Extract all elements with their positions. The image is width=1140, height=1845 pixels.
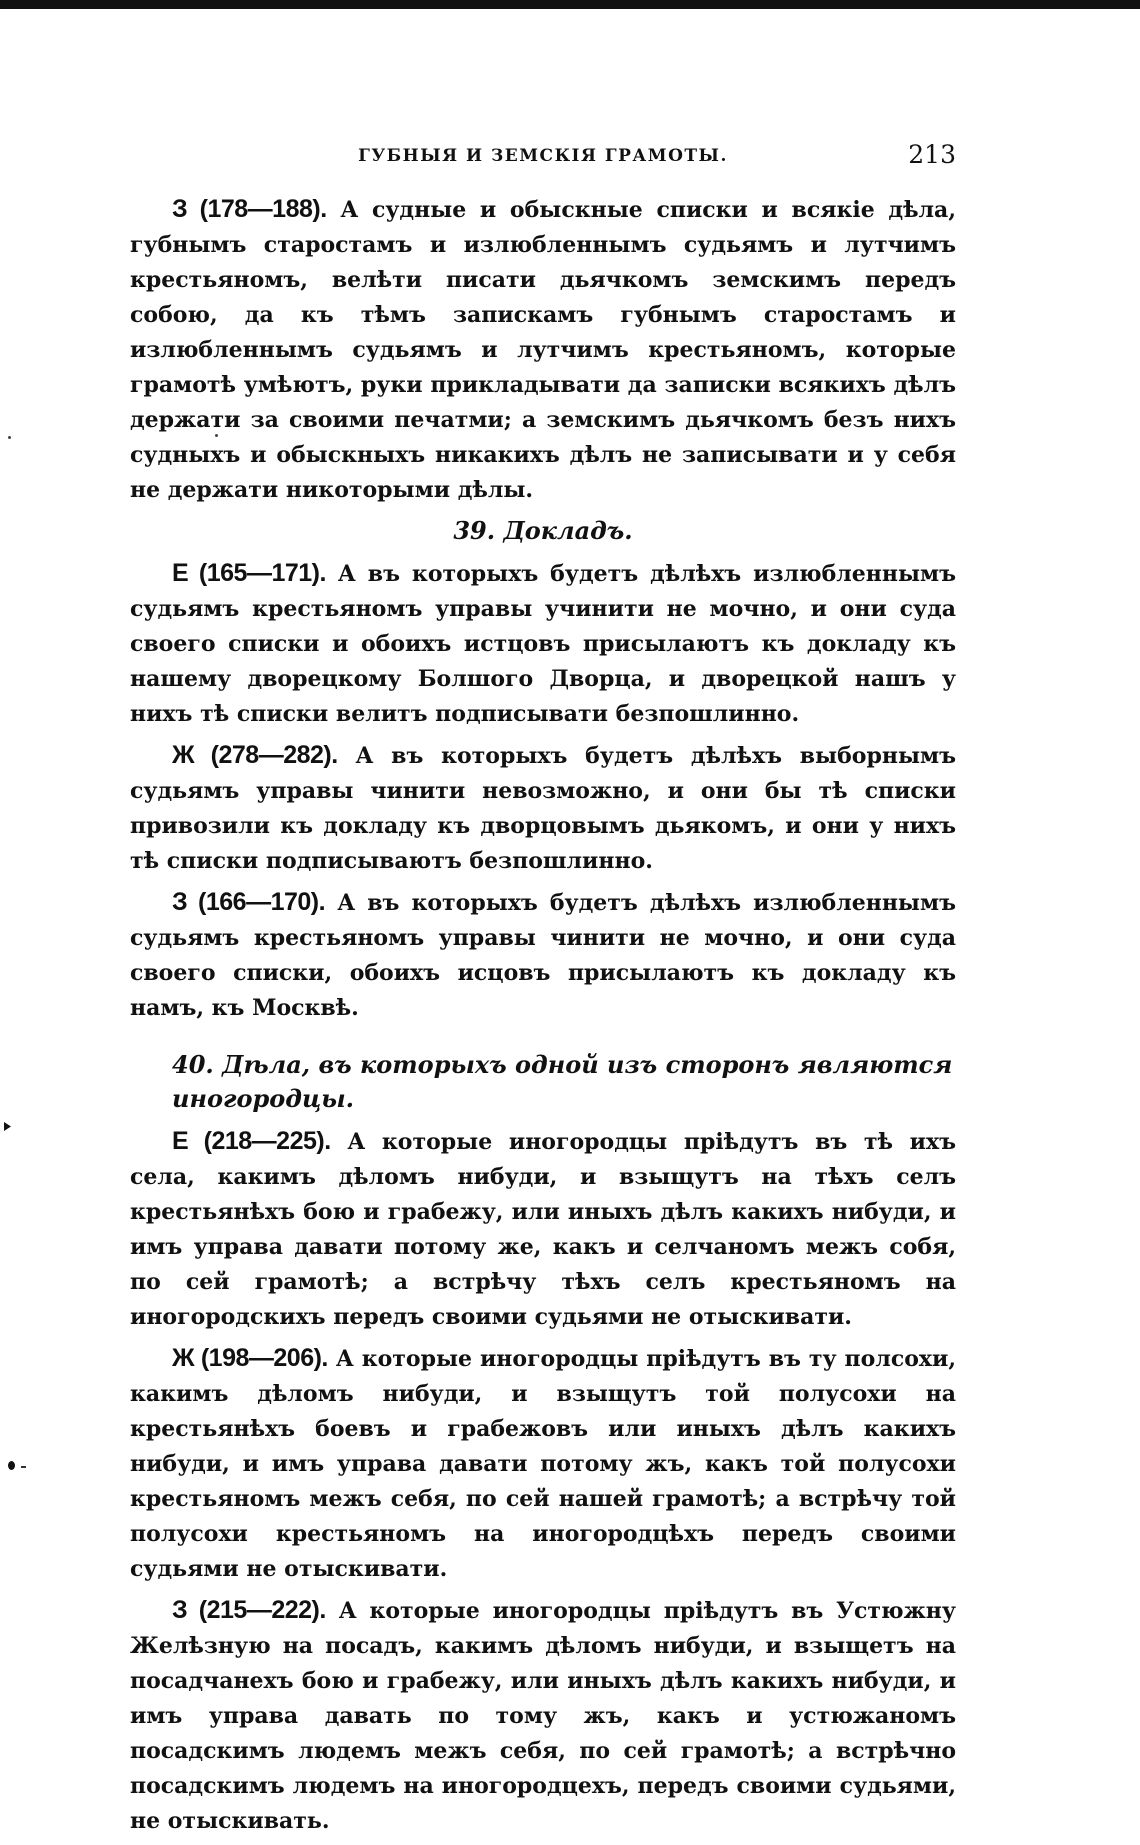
section-heading-40: 40. Дѣла, въ которыхъ одной изъ сторонъ являются иногородцы. bbox=[172, 1050, 953, 1113]
paragraph-e-218-225 bbox=[130, 1124, 956, 1335]
ink-speck bbox=[215, 434, 218, 437]
paragraph-siglum: Ж (198—206). bbox=[172, 1344, 328, 1372]
paragraph-siglum: З (166—170). bbox=[172, 888, 326, 916]
paragraph-siglum: Е (218—225). bbox=[172, 1127, 331, 1155]
paragraph-zh-278-282 bbox=[130, 738, 956, 879]
margin-ink-mark bbox=[8, 1461, 15, 1470]
paragraph-z-215-222 bbox=[130, 1593, 956, 1839]
paragraph-zh-198-206 bbox=[130, 1341, 956, 1587]
running-title: ГУБНЫЯ И ЗЕМСКІЯ ГРАМОТЫ. bbox=[358, 146, 728, 166]
paragraph-siglum: З (178—188). bbox=[172, 195, 327, 223]
book-page bbox=[130, 140, 956, 1845]
section-gap bbox=[130, 1032, 956, 1044]
section-heading-39: 39. Докладъ. bbox=[453, 516, 633, 545]
paragraph-text: А которые иногородцы пріѣдутъ въ Устюжну Желѣзную на посадъ, какимъ дѣломъ нибуди, и взыщетъ на посадчанехъ бою и грабежу, или иныхъ дѣлъ какихъ нибуди, и имъ управа давать по тому жъ, какъ и устюжаномъ посадскимъ людемъ межъ себя, по сей грамотѣ; а встрѣчно посадскимъ людемъ на иногородцехъ, передъ своими судьями, не отыскивать. bbox=[130, 1598, 956, 1834]
margin-arrow-mark bbox=[4, 1122, 11, 1131]
paragraph-text: А которые иногородцы пріѣдутъ въ ту полсохи, какимъ дѣломъ нибуди, и взыщутъ той полусохи на крестьянѣхъ боевъ и грабежовъ или иныхъ дѣлъ какихъ нибуди, и имъ управа давати потому жъ, какъ той полусохи крестьяномъ межъ себя, по сей нашей грамотѣ; а встрѣчу той полусохи крестьяномъ на иногородцѣхъ передъ своими судьями не отыскивати. bbox=[130, 1346, 957, 1582]
paragraph-e-165-171 bbox=[130, 556, 956, 732]
paragraph-siglum: Ж (278—282). bbox=[172, 741, 338, 769]
paragraph-z-166-170 bbox=[130, 885, 956, 1026]
paragraph-z-178-188 bbox=[130, 192, 956, 508]
paragraph-text: А въ которыхъ будетъ дѣлѣхъ выборнымъ судьямъ управы чинити невозможно, и они бы тѣ списки привозили къ докладу къ дворцовымъ дьякомъ, и они у нихъ тѣ списки подписываютъ безпошлинно. bbox=[130, 743, 956, 874]
running-head bbox=[130, 140, 956, 176]
paragraph-text: А судные и обыскные списки и всякіе дѣла, губнымъ старостамъ и излюбленнымъ судьямъ и лутчимъ крестьяномъ, велѣти писати дьячкомъ земскимъ передъ собою, да къ тѣмъ запискамъ губнымъ старостамъ и излюбленнымъ судьямъ и лутчимъ крестьяномъ, которые грамотѣ умѣютъ, руки прикладывати да записки всякихъ дѣлъ держати за своими печатми; а земскимъ дьячкомъ безъ нихъ судныхъ и обыскныхъ никакихъ дѣлъ не записывати и у себя не держати никоторыми дѣлы. bbox=[130, 197, 956, 503]
paragraph-siglum: З (215—222). bbox=[172, 1596, 326, 1624]
paragraph-text: А въ которыхъ будетъ дѣлѣхъ излюбленнымъ судьямъ крестьяномъ управы чинити не мочно, и они суда своего списки, обоихъ исцовъ присылаютъ къ докладу къ намъ, къ Москвѣ. bbox=[130, 890, 956, 1021]
paragraph-siglum: Е (165—171). bbox=[172, 559, 326, 587]
margin-ink-dot bbox=[21, 1466, 26, 1468]
page-number: 213 bbox=[908, 140, 956, 169]
paragraph-text: А которые иногородцы пріѣдутъ въ тѣ ихъ села, какимъ дѣломъ нибуди, и взыщутъ на тѣхъ селъ крестьянѣхъ бою и грабежу, или иныхъ дѣлъ какихъ нибуди, и имъ управа давати потому же, какъ и селчаномъ межъ собя, по сей грамотѣ; а встрѣчу тѣхъ селъ крестьяномъ на иногородскихъ передъ своими судьями не отыскивати. bbox=[130, 1129, 956, 1330]
top-border-rule bbox=[0, 0, 1140, 9]
paragraph-text: А въ которыхъ будетъ дѣлѣхъ излюбленнымъ судьямъ крестьяномъ управы учинити не мочно, и они суда своего списки и обоихъ истцовъ присылаютъ къ докладу къ нашему дворецкому Болшого Дворца, и дворецкой нашъ у нихъ тѣ списки велитъ подписывати безпошлинно. bbox=[130, 561, 956, 727]
ink-speck bbox=[8, 436, 11, 439]
